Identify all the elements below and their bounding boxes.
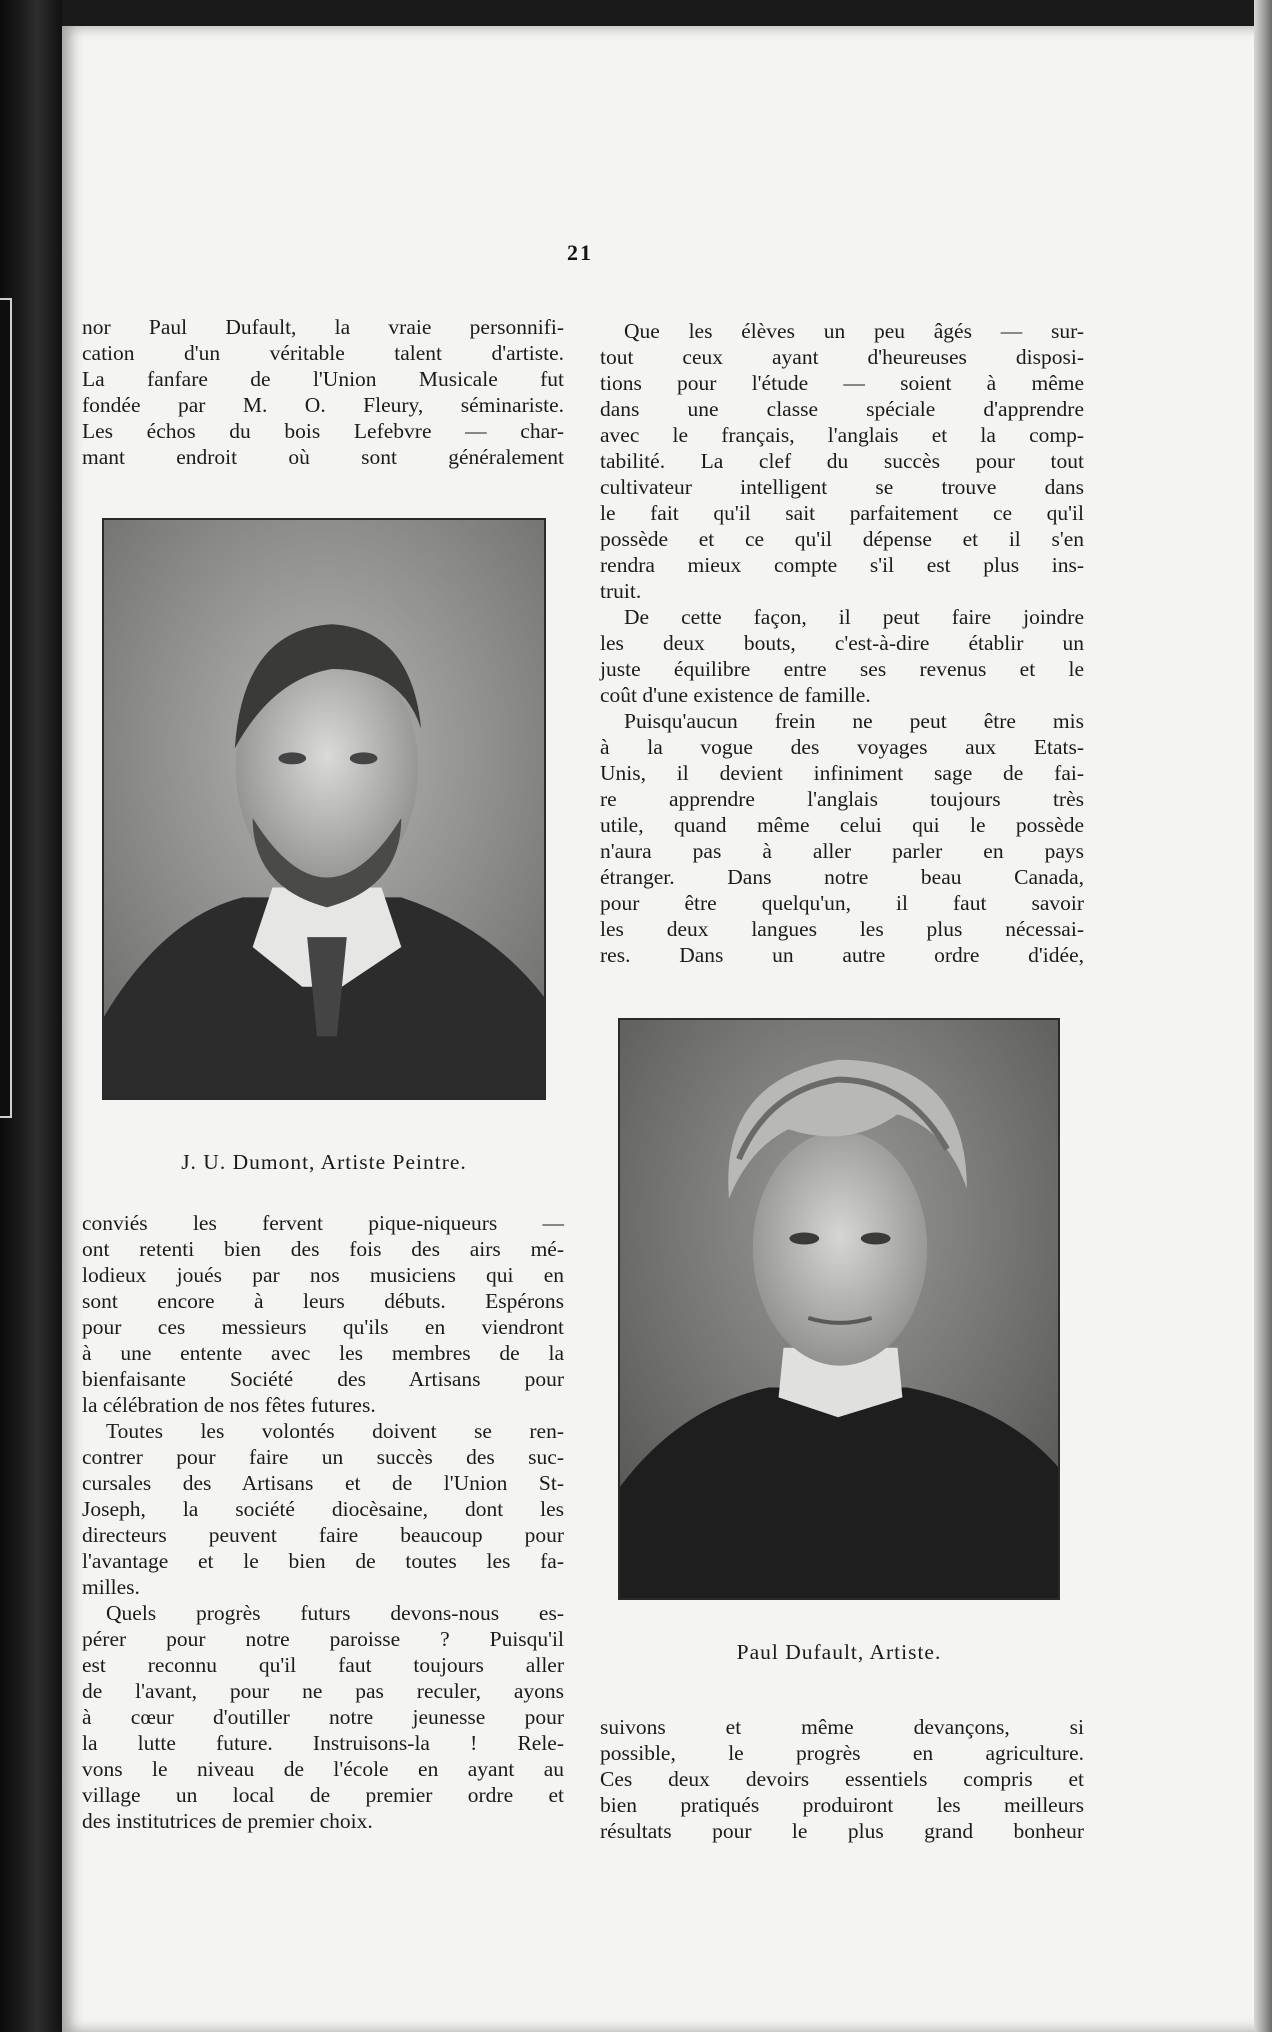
text-line: à la vogue des voyages aux Etats- bbox=[600, 735, 1084, 759]
left-column-top bbox=[82, 314, 564, 470]
text-line: juste équilibre entre ses revenus et le bbox=[600, 657, 1084, 681]
text-line: Ces deux devoirs essentiels compris et bbox=[600, 1767, 1084, 1791]
text-line: Unis, il devient infiniment sage de fai- bbox=[600, 761, 1084, 785]
text-line: truit. bbox=[600, 579, 642, 603]
text-line: ont retenti bien des fois des airs mé- bbox=[82, 1237, 564, 1261]
text-line: cation d'un véritable talent d'artiste. bbox=[82, 341, 564, 365]
text-line: pour ces messieurs qu'ils en viendront bbox=[82, 1315, 564, 1339]
text-line: utile, quand même celui qui le possède bbox=[600, 813, 1084, 837]
text-line: n'aura pas à aller parler en pays bbox=[600, 839, 1084, 863]
page-edge bbox=[1254, 0, 1272, 2032]
text-line: la lutte future. Instruisons-la ! Rele- bbox=[82, 1731, 564, 1755]
right-column-top bbox=[600, 318, 1084, 968]
text-line: à une entente avec les membres de la bbox=[82, 1341, 564, 1365]
page-number: 21 bbox=[567, 240, 593, 265]
text-line: village un local de premier ordre et bbox=[82, 1783, 564, 1807]
text-line: coût d'une existence de famille. bbox=[600, 683, 871, 707]
right-column-bottom bbox=[600, 1714, 1084, 1844]
text-line: Les échos du bois Lefebvre — char- bbox=[82, 419, 564, 443]
text-line: étranger. Dans notre beau Canada, bbox=[600, 865, 1084, 889]
text-line: tabilité. La clef du succès pour tout bbox=[600, 449, 1084, 473]
text-line: Que les élèves un peu âgés — sur- bbox=[624, 319, 1084, 343]
text-line: contrer pour faire un succès des suc- bbox=[82, 1445, 564, 1469]
text-line: rendra mieux compte s'il est plus ins- bbox=[600, 553, 1084, 577]
text-line: à cœur d'outiller notre jeunesse pour bbox=[82, 1705, 564, 1729]
text-line: bienfaisante Société des Artisans pour bbox=[82, 1367, 564, 1391]
text-line: suivons et même devançons, si bbox=[600, 1715, 1084, 1739]
text-line: de l'avant, pour ne pas reculer, ayons bbox=[82, 1679, 564, 1703]
text-line: mant endroit où sont généralement bbox=[82, 445, 564, 469]
text-line: tions pour l'étude — soient à même bbox=[600, 371, 1084, 395]
text-line: avec le français, l'anglais et la comp- bbox=[600, 423, 1084, 447]
portrait-photo-dumont bbox=[102, 518, 546, 1100]
portrait-photo-dufault bbox=[618, 1018, 1060, 1600]
text-line: Toutes les volontés doivent se ren- bbox=[106, 1419, 564, 1443]
text-line: résultats pour le plus grand bonheur bbox=[600, 1819, 1084, 1843]
text-line: les deux langues les plus nécessai- bbox=[600, 917, 1084, 941]
text-line: vons le niveau de l'école en ayant au bbox=[82, 1757, 564, 1781]
binding-edge bbox=[0, 298, 12, 1118]
text-line: pour être quelqu'un, il faut savoir bbox=[600, 891, 1084, 915]
text-line: re apprendre l'anglais toujours très bbox=[600, 787, 1084, 811]
caption-dumont: J. U. Dumont, Artiste Peintre. bbox=[181, 1150, 467, 1174]
text-line: est reconnu qu'il faut toujours aller bbox=[82, 1653, 564, 1677]
text-line: la célébration de nos fêtes futures. bbox=[82, 1393, 376, 1417]
text-line: l'avantage et le bien de toutes les fa- bbox=[82, 1549, 564, 1573]
text-line: dans une classe spéciale d'apprendre bbox=[600, 397, 1084, 421]
text-line: possède et ce qu'il dépense et il s'en bbox=[600, 527, 1084, 551]
text-line: De cette façon, il peut faire joindre bbox=[624, 605, 1084, 629]
left-column-bottom bbox=[82, 1210, 564, 1834]
text-line: Puisqu'aucun frein ne peut être mis bbox=[624, 709, 1084, 733]
text-line: cultivateur intelligent se trouve dans bbox=[600, 475, 1084, 499]
caption-dufault: Paul Dufault, Artiste. bbox=[736, 1640, 942, 1664]
text-line: La fanfare de l'Union Musicale fut bbox=[82, 367, 564, 391]
text-line: nor Paul Dufault, la vraie personnifi- bbox=[82, 315, 564, 339]
text-line: res. Dans un autre ordre d'idée, bbox=[600, 943, 1084, 967]
text-line: conviés les fervent pique-niqueurs — bbox=[82, 1211, 564, 1235]
text-line: fondée par M. O. Fleury, séminariste. bbox=[82, 393, 564, 417]
text-line: pérer pour notre paroisse ? Puisqu'il bbox=[82, 1627, 564, 1651]
text-line: des institutrices de premier choix. bbox=[82, 1809, 373, 1833]
text-line: Quels progrès futurs devons-nous es- bbox=[106, 1601, 564, 1625]
text-line: directeurs peuvent faire beaucoup pour bbox=[82, 1523, 564, 1547]
text-line: cursales des Artisans et de l'Union St- bbox=[82, 1471, 564, 1495]
text-line: bien pratiqués produiront les meilleurs bbox=[600, 1793, 1084, 1817]
text-line: possible, le progrès en agriculture. bbox=[600, 1741, 1084, 1765]
text-line: tout ceux ayant d'heureuses disposi- bbox=[600, 345, 1084, 369]
text-line: les deux bouts, c'est-à-dire établir un bbox=[600, 631, 1084, 655]
text-line: le fait qu'il sait parfaitement ce qu'il bbox=[600, 501, 1084, 525]
text-line: sont encore à leurs débuts. Espérons bbox=[82, 1289, 564, 1313]
text-line: Joseph, la société diocèsaine, dont les bbox=[82, 1497, 564, 1521]
text-line: milles. bbox=[82, 1575, 140, 1599]
text-line: lodieux joués par nos musiciens qui en bbox=[82, 1263, 564, 1287]
